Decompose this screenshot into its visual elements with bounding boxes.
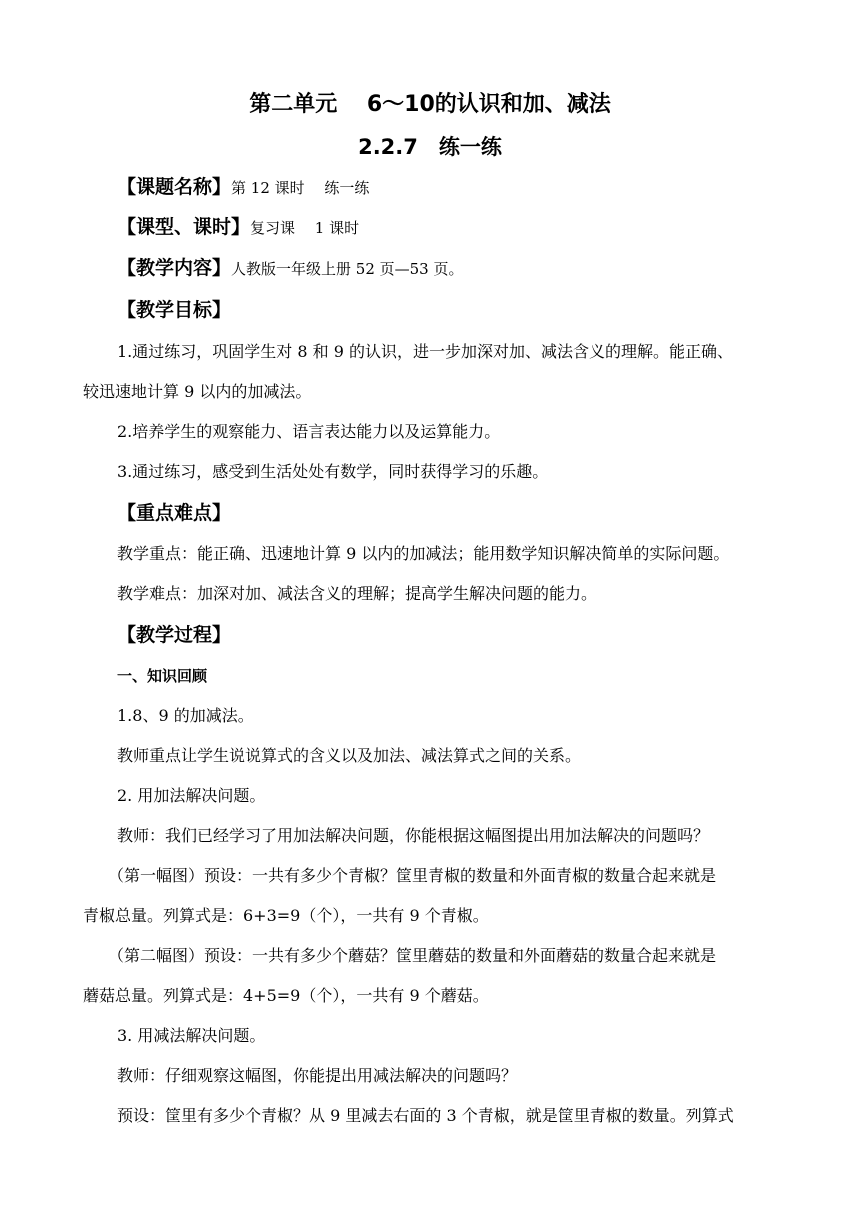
goals-heading: 【教学目标】: [117, 299, 232, 321]
process-paragraph-2: 教师重点让学生说说算式的含义以及加法、减法算式之间的关系。: [117, 746, 582, 765]
process-paragraph-7: 3. 用减法解决问题。: [117, 1026, 266, 1045]
lesson-subtitle: 2.2.7 练一练: [358, 135, 502, 159]
key-difficulty: 教学难点：加深对加、减法含义的理解；提高学生解决问题的能力。: [117, 584, 598, 603]
process-paragraph-6-line-2: 蘑菇总量。列算式是：4+5=9（个），一共有 9 个蘑菇。: [83, 986, 489, 1005]
process-paragraph-1: 1.8、9 的加减法。: [117, 706, 254, 725]
process-paragraph-5-line-1: （第一幅图）预设：一共有多少个青椒？筐里青椒的数量和外面青椒的数量合起来就是: [108, 866, 717, 885]
key-focus: 教学重点：能正确、迅速地计算 9 以内的加减法；能用数学知识解决简单的实际问题。: [117, 544, 730, 563]
type-value: 复习课 1 课时: [250, 219, 360, 237]
type-row: [117, 216, 359, 239]
section-1-heading: 一、知识回顾: [117, 667, 208, 685]
process-paragraph-3: 2. 用加法解决问题。: [117, 786, 266, 805]
document-title: 第二单元 6～10的认识和加、减法: [249, 92, 611, 117]
key-points-heading: 【重点难点】: [117, 502, 232, 524]
content-value: 人教版一年级上册 52 页—53 页。: [231, 260, 464, 278]
goal-3: 3.通过练习，感受到生活处处有数学，同时获得学习的乐趣。: [117, 462, 549, 481]
topic-label: 【课题名称】: [117, 176, 232, 198]
process-heading: 【教学过程】: [117, 624, 232, 646]
topic-value: 第 12 课时 练一练: [231, 179, 370, 197]
process-paragraph-8: 教师：仔细观察这幅图，你能提出用减法解决的问题吗？: [117, 1066, 518, 1085]
process-paragraph-5-line-2: 青椒总量。列算式是：6+3=9（个），一共有 9 个青椒。: [83, 906, 489, 925]
content-row: [117, 257, 464, 280]
process-paragraph-9: 预设：筐里有多少个青椒？从 9 里减去右面的 3 个青椒，就是筐里青椒的数量。列算式: [117, 1106, 734, 1125]
process-paragraph-6-line-1: （第二幅图）预设：一共有多少个蘑菇？筐里蘑菇的数量和外面蘑菇的数量合起来就是: [108, 946, 717, 965]
process-paragraph-4: 教师：我们已经学习了用加法解决问题，你能根据这幅图提出用加法解决的问题吗？: [117, 826, 710, 845]
goal-1-line-2: 较迅速地计算 9 以内的加减法。: [83, 382, 312, 401]
goal-1-line-1: 1.通过练习，巩固学生对 8 和 9 的认识，进一步加深对加、减法含义的理解。能正确、: [117, 342, 733, 361]
content-label: 【教学内容】: [117, 257, 232, 279]
type-label: 【课型、课时】: [117, 216, 251, 238]
topic-row: [117, 176, 369, 199]
goal-2: 2.培养学生的观察能力、语言表达能力以及运算能力。: [117, 422, 501, 441]
